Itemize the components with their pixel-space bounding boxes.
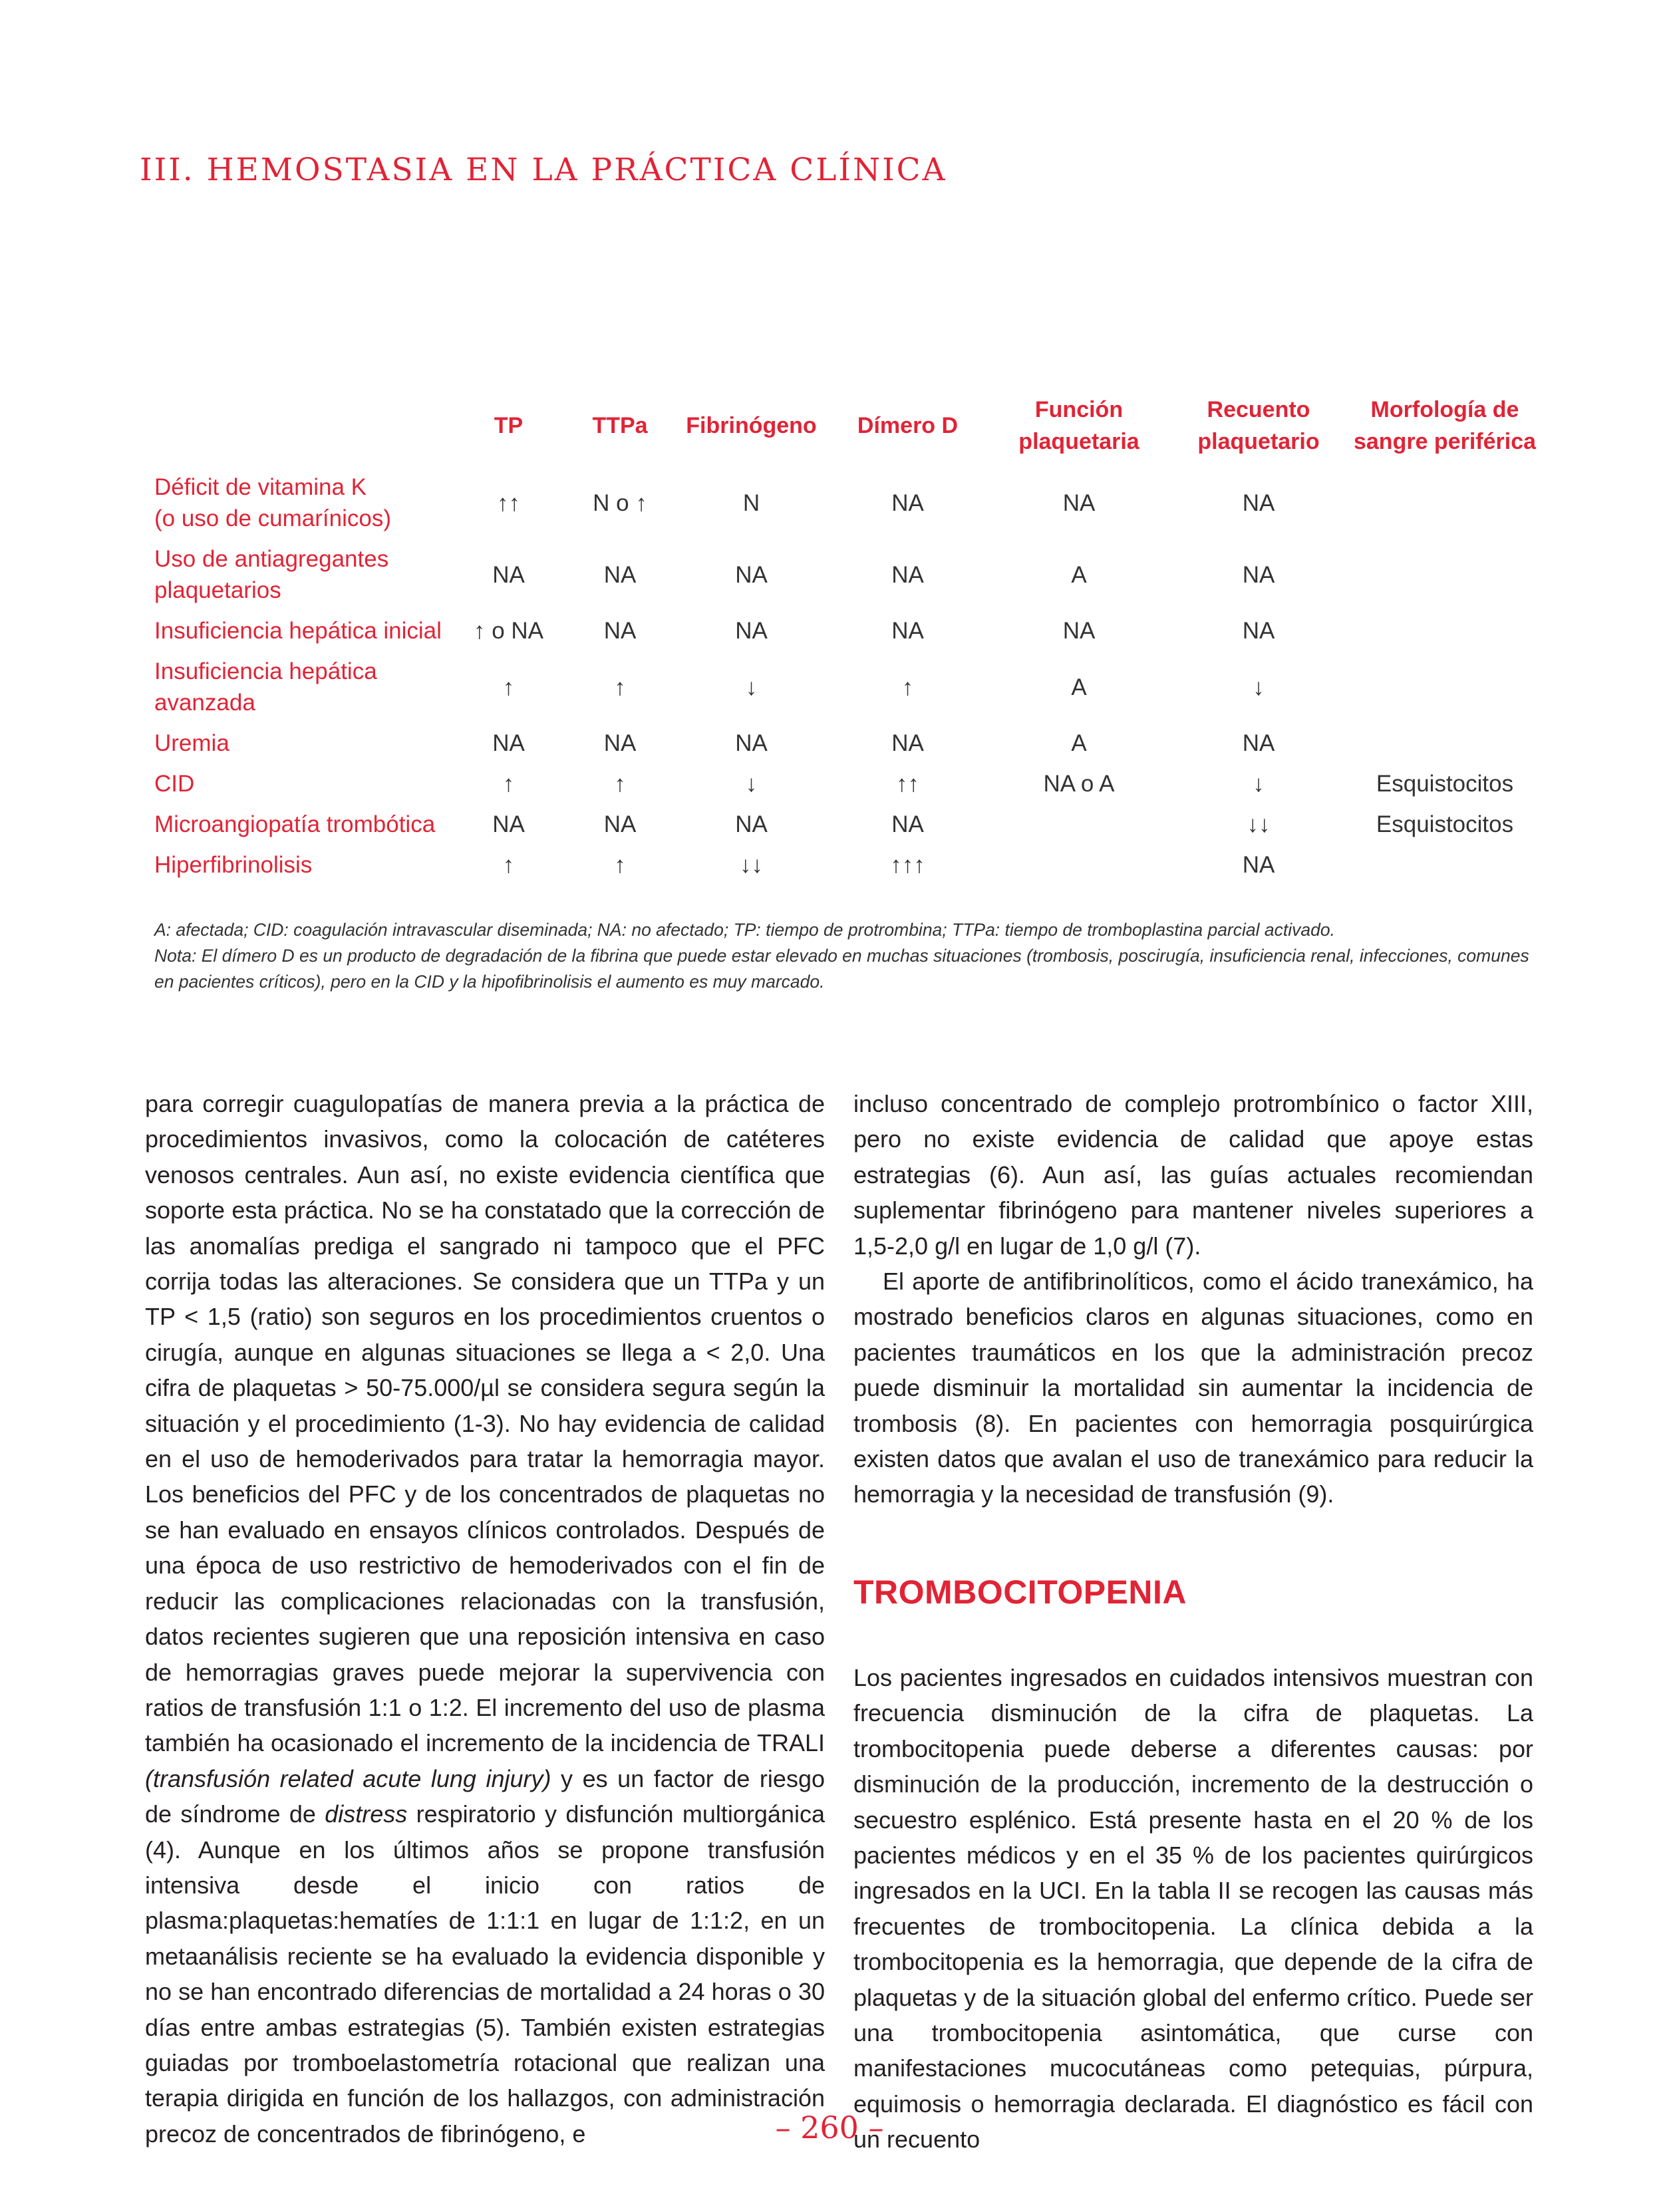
table-cell: NA: [891, 618, 924, 644]
table-cell: [992, 845, 1165, 885]
left-column: [145, 1086, 825, 2151]
column-header: Dímero D: [857, 413, 959, 438]
column-header: Recuento plaquetario: [1197, 397, 1320, 454]
table-cell: ↓: [745, 674, 758, 700]
right-column: [853, 1086, 1533, 2157]
table-cell: NA: [1242, 489, 1275, 516]
table-cell: NA: [603, 561, 637, 588]
row-label: CID: [154, 771, 195, 797]
coagulation-table: [148, 387, 1538, 885]
table-cell: Esquistocitos: [1376, 811, 1514, 837]
row-label: Insuficiencia hepática avanzada: [154, 658, 377, 716]
table-cell: [1352, 539, 1538, 611]
table-cell: NA: [1062, 489, 1096, 516]
table-cell: A: [1071, 674, 1087, 700]
table-cell: NA: [891, 561, 924, 588]
column-header: Función plaquetaria: [1018, 397, 1139, 454]
table-cell: NA: [492, 811, 525, 837]
table-cell: NA: [603, 618, 637, 644]
row-label: Uremia: [154, 730, 229, 756]
table-row: [148, 723, 1538, 763]
table-cell: NA: [1242, 618, 1275, 644]
table-cell: NA: [1242, 561, 1275, 588]
column-header: TP: [494, 413, 524, 438]
table-cell: [1352, 467, 1538, 539]
table-cell: [1352, 845, 1538, 885]
table-cell: NA: [891, 489, 924, 516]
row-label: Microangiopatía trombótica: [154, 811, 436, 837]
row-label: Déficit de vitamina K (o uso de cumarínicos): [154, 474, 391, 531]
table-cell: N: [742, 489, 760, 516]
table-cell: A: [1071, 730, 1087, 756]
table-cell: NA: [735, 811, 768, 837]
table-cell: NA: [735, 730, 768, 756]
table-cell: NA: [891, 730, 924, 756]
page-number: – 260 –: [775, 2110, 884, 2145]
table-cell: ↑: [614, 674, 626, 700]
table-notes: [154, 917, 1538, 995]
table-cell: ↑↑: [896, 771, 919, 797]
table-cell: NA: [492, 561, 525, 588]
table-cell: ↑↑↑: [890, 852, 925, 878]
table-cell: NA: [891, 811, 924, 837]
table-cell: A: [1071, 561, 1087, 588]
table-cell: ↑: [901, 674, 914, 700]
table-cell: [1352, 723, 1538, 763]
table-header-row: [148, 387, 1538, 467]
table-row: [148, 467, 1538, 539]
paragraph: Los pacientes ingresados en cuidados intensivos muestran con frecuencia disminución de la cifra de plaquetas. La trombocitopenia puede deberse a diferentes causas: por disminución de la producción, incremento de la destrucción o secuestro esplénico. Está presente hasta en el 20 % de los pacientes médicos y en el 35 % de los pacientes quirúrgicos ingresados en la UCI. En la tabla II se recogen las causas más frecuentes de trombocitopenia. La clínica debida a la trombocitopenia es la hemorragia, que depende de la cifra de plaquetas y de la situación global del enfermo crítico. Puede ser una trombocitopenia asintomática, que curse con manifestaciones mucocutáneas como petequias, púrpura, equimosis o hemorragia declarada. El diagnóstico es fácil con un recuento: [853, 1663, 1533, 2153]
table-row: [148, 611, 1538, 651]
table-cell: NA o A: [1043, 771, 1115, 797]
table-body: [148, 467, 1538, 885]
paragraph: para corregir cuagulopatías de manera previa a la práctica de procedimientos invasivos, como la colocación de catéteres venosos centrales. Aun así, no existe evidencia científica que soporte esta práctica. No se ha constatado que la corrección de las anomalías prediga el sangrado ni tampoco que el PFC corrija todas las alteraciones. Se considera que un TTPa y un TP < 1,5 (ratio) son seguros en los procedimientos cruentos o cirugía, aunque en algunas situaciones se llega a < 2,0. Una cifra de plaquetas > 50-75.000/µl se considera segura según la situación y el procedimiento (1-3). No hay evidencia de calidad en el uso de hemoderivados para tratar la hemorragia mayor. Los beneficios del PFC y de los concentrados de plaquetas no se han evaluado en ensayos clínicos controlados. Después de una época de uso restrictivo de hemoderivados con el fin de reducir las complicaciones relacionadas con la transfusión, datos recientes sugieren que una reposición intensiva en caso de hemorragias graves puede mejorar la supervivencia con ratios de transfusión 1:1 o 1:2. El incremento del uso de plasma también ha ocasionado el incremento de la incidencia de TRALI (transfusión related acute lung injury) y es un factor de riesgo de síndrome de distress respiratorio y disfunción multiorgánica (4). Aunque en los últimos años se propone transfusión intensiva desde el inicio con ratios de plasma:plaquetas:hematíes de 1:1:1 en lugar de 1:1:2, en un metaanálisis reciente se ha evaluado la evidencia disponible y no se han encontrado diferencias de mortalidad a 24 horas o 30 días entre ambas estrategias (5). También existen estrategias guiadas por tromboelastometría rotacional que realizan una terapia dirigida en función de los hallazgos, con administración precoz de concentrados de fibrinógeno, e: [145, 1090, 825, 2147]
table-row: [148, 845, 1538, 885]
table-cell: NA: [735, 618, 768, 644]
table-cell: NA: [492, 730, 525, 756]
row-label: Insuficiencia hepática inicial: [154, 618, 442, 644]
table-cell: ↑: [614, 852, 626, 878]
table-cell: Esquistocitos: [1376, 771, 1514, 797]
table-cell: ↓: [1253, 771, 1265, 797]
table-cell: [992, 804, 1165, 845]
table-cell: NA: [1062, 618, 1096, 644]
table-cell: ↑: [502, 674, 515, 700]
table-cell: ↓: [745, 771, 758, 797]
section-heading: TROMBOCITOPENIA: [853, 1573, 1187, 1611]
table-cell: NA: [603, 730, 637, 756]
table-cell: [1352, 651, 1538, 723]
column-header: TTPa: [592, 413, 648, 438]
table-row: [148, 804, 1538, 845]
table-cell: N o ↑: [593, 489, 647, 516]
table-cell: ↓↓: [1247, 811, 1271, 837]
column-header-blank: [148, 387, 457, 467]
table-cell: ↑: [614, 771, 626, 797]
table-note: Nota: El dímero D es un producto de degradación de la fibrina que puede estar elevado en muchas situaciones (trombosis, poscirugía, insuficiencia renal, infecciones, comunes en pacientes críticos), pero en la CID y la hipofibrinolisis el aumento es muy marcado.: [154, 946, 1529, 992]
chapter-header: III. HEMOSTASIA EN LA PRÁCTICA CLÍNICA: [140, 152, 947, 188]
table-cell: ↓: [1253, 674, 1265, 700]
paragraph: El aporte de antifibrinolíticos, como el ácido tranexámico, ha mostrado beneficios claros en algunas situaciones, como en pacientes traumáticos en los que la administración precoz puede disminuir la mortalidad sin aumentar la incidencia de trombosis (8). En pacientes con hemorragia posquirúrgica existen datos que avalan el uso de tranexámico para reducir la hemorragia y la necesidad de transfusión (9).: [853, 1268, 1533, 1508]
table-cell: ↓↓: [740, 852, 763, 878]
table-cell: NA: [735, 561, 768, 588]
table-row: [148, 763, 1538, 804]
table-cell: ↑↑: [497, 489, 520, 516]
table-row: [148, 651, 1538, 723]
table-cell: NA: [603, 811, 637, 837]
table-row: [148, 539, 1538, 611]
column-header: Fibrinógeno: [686, 413, 817, 438]
table-cell: ↑ o NA: [473, 618, 544, 644]
table-cell: NA: [1242, 852, 1275, 878]
table-cell: [1352, 611, 1538, 651]
table-cell: NA: [1242, 730, 1275, 756]
row-label: Hiperfibrinolisis: [154, 852, 313, 878]
paragraph: incluso concentrado de complejo protrombínico o factor XIII, pero no existe evidencia de calidad que apoye estas estrategias (6). Aun así, las guías actuales recomiendan suplementar fibrinógeno para mantener niveles superiores a 1,5-2,0 g/l en lugar de 1,0 g/l (7).: [853, 1090, 1533, 1260]
table-cell: ↑: [502, 771, 515, 797]
table-abbreviations: A: afectada; CID: coagulación intravascular diseminada; NA: no afectado; TP: tiempo de protrombina; TTPa: tiempo de tromboplastina parcial activado.: [154, 920, 1335, 940]
row-label: Uso de antiagregantes plaquetarios: [154, 546, 389, 603]
table-cell: ↑: [502, 852, 515, 878]
column-header: Morfología de sangre periférica: [1353, 397, 1537, 454]
